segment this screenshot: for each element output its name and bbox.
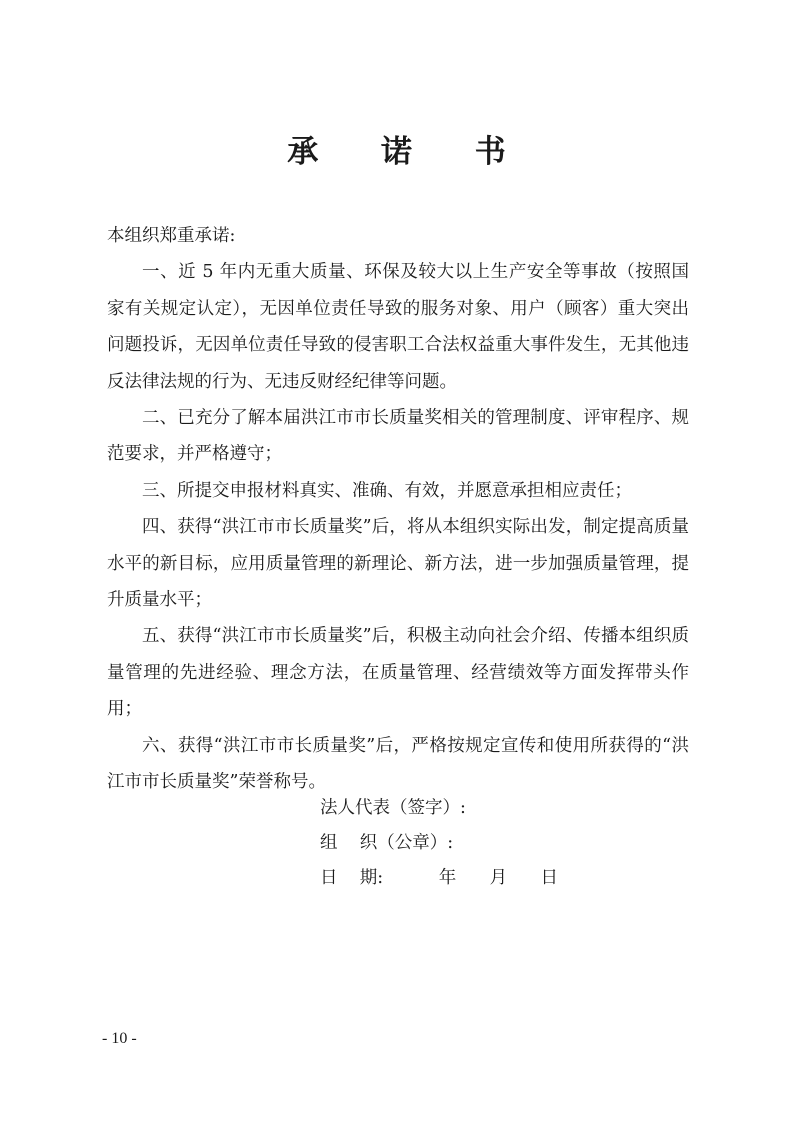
commitment-paragraph-3: 三、所提交申报材料真实、准确、有效，并愿意承担相应责任； (142, 480, 632, 501)
legal-representative-signature-line: 法人代表（签字）: (320, 798, 466, 818)
document-title: 承 诺 书 (287, 134, 532, 170)
page-number: - 10 - (102, 1030, 137, 1047)
organization-seal-line: 组 织（公章）: (320, 833, 454, 853)
commitment-paragraph-4: 四、获得“洪江市市长质量奖”后，将从本组织实际出发，制定提高质量水平的新目标，应用质量管理的新理论、新方法，进一步加强质量管理，提升质量水平； (107, 517, 689, 611)
intro-line: 本组织郑重承诺: (107, 226, 236, 246)
date-line: 日 期: 年 月 日 (320, 868, 559, 888)
document-body (107, 218, 689, 801)
commitment-paragraph-6: 六、获得“洪江市市长质量奖”后，严格按规定宣传和使用所获得的“洪江市市长质量奖”荣誉称号。 (107, 735, 689, 793)
commitment-paragraph-2: 二、已充分了解本届洪江市市长质量奖相关的管理制度、评审程序、规范要求，并严格遵守； (107, 408, 689, 465)
commitment-paragraph-1: 一、近 5 年内无重大质量、环保及较大以上生产安全等事故（按照国家有关规定认定），无因单位责任导致的服务对象、用户（顾客）重大突出问题投诉，无因单位责任导致的侵害职工合法权益重大事件发生，无其他违反法律法规的行为、无违反财经纪律等问题。 (107, 262, 689, 392)
commitment-paragraph-5: 五、获得“洪江市市长质量奖”后，积极主动向社会介绍、传播本组织质量管理的先进经验、理念方法，在质量管理、经营绩效等方面发挥带头作用； (107, 626, 689, 720)
